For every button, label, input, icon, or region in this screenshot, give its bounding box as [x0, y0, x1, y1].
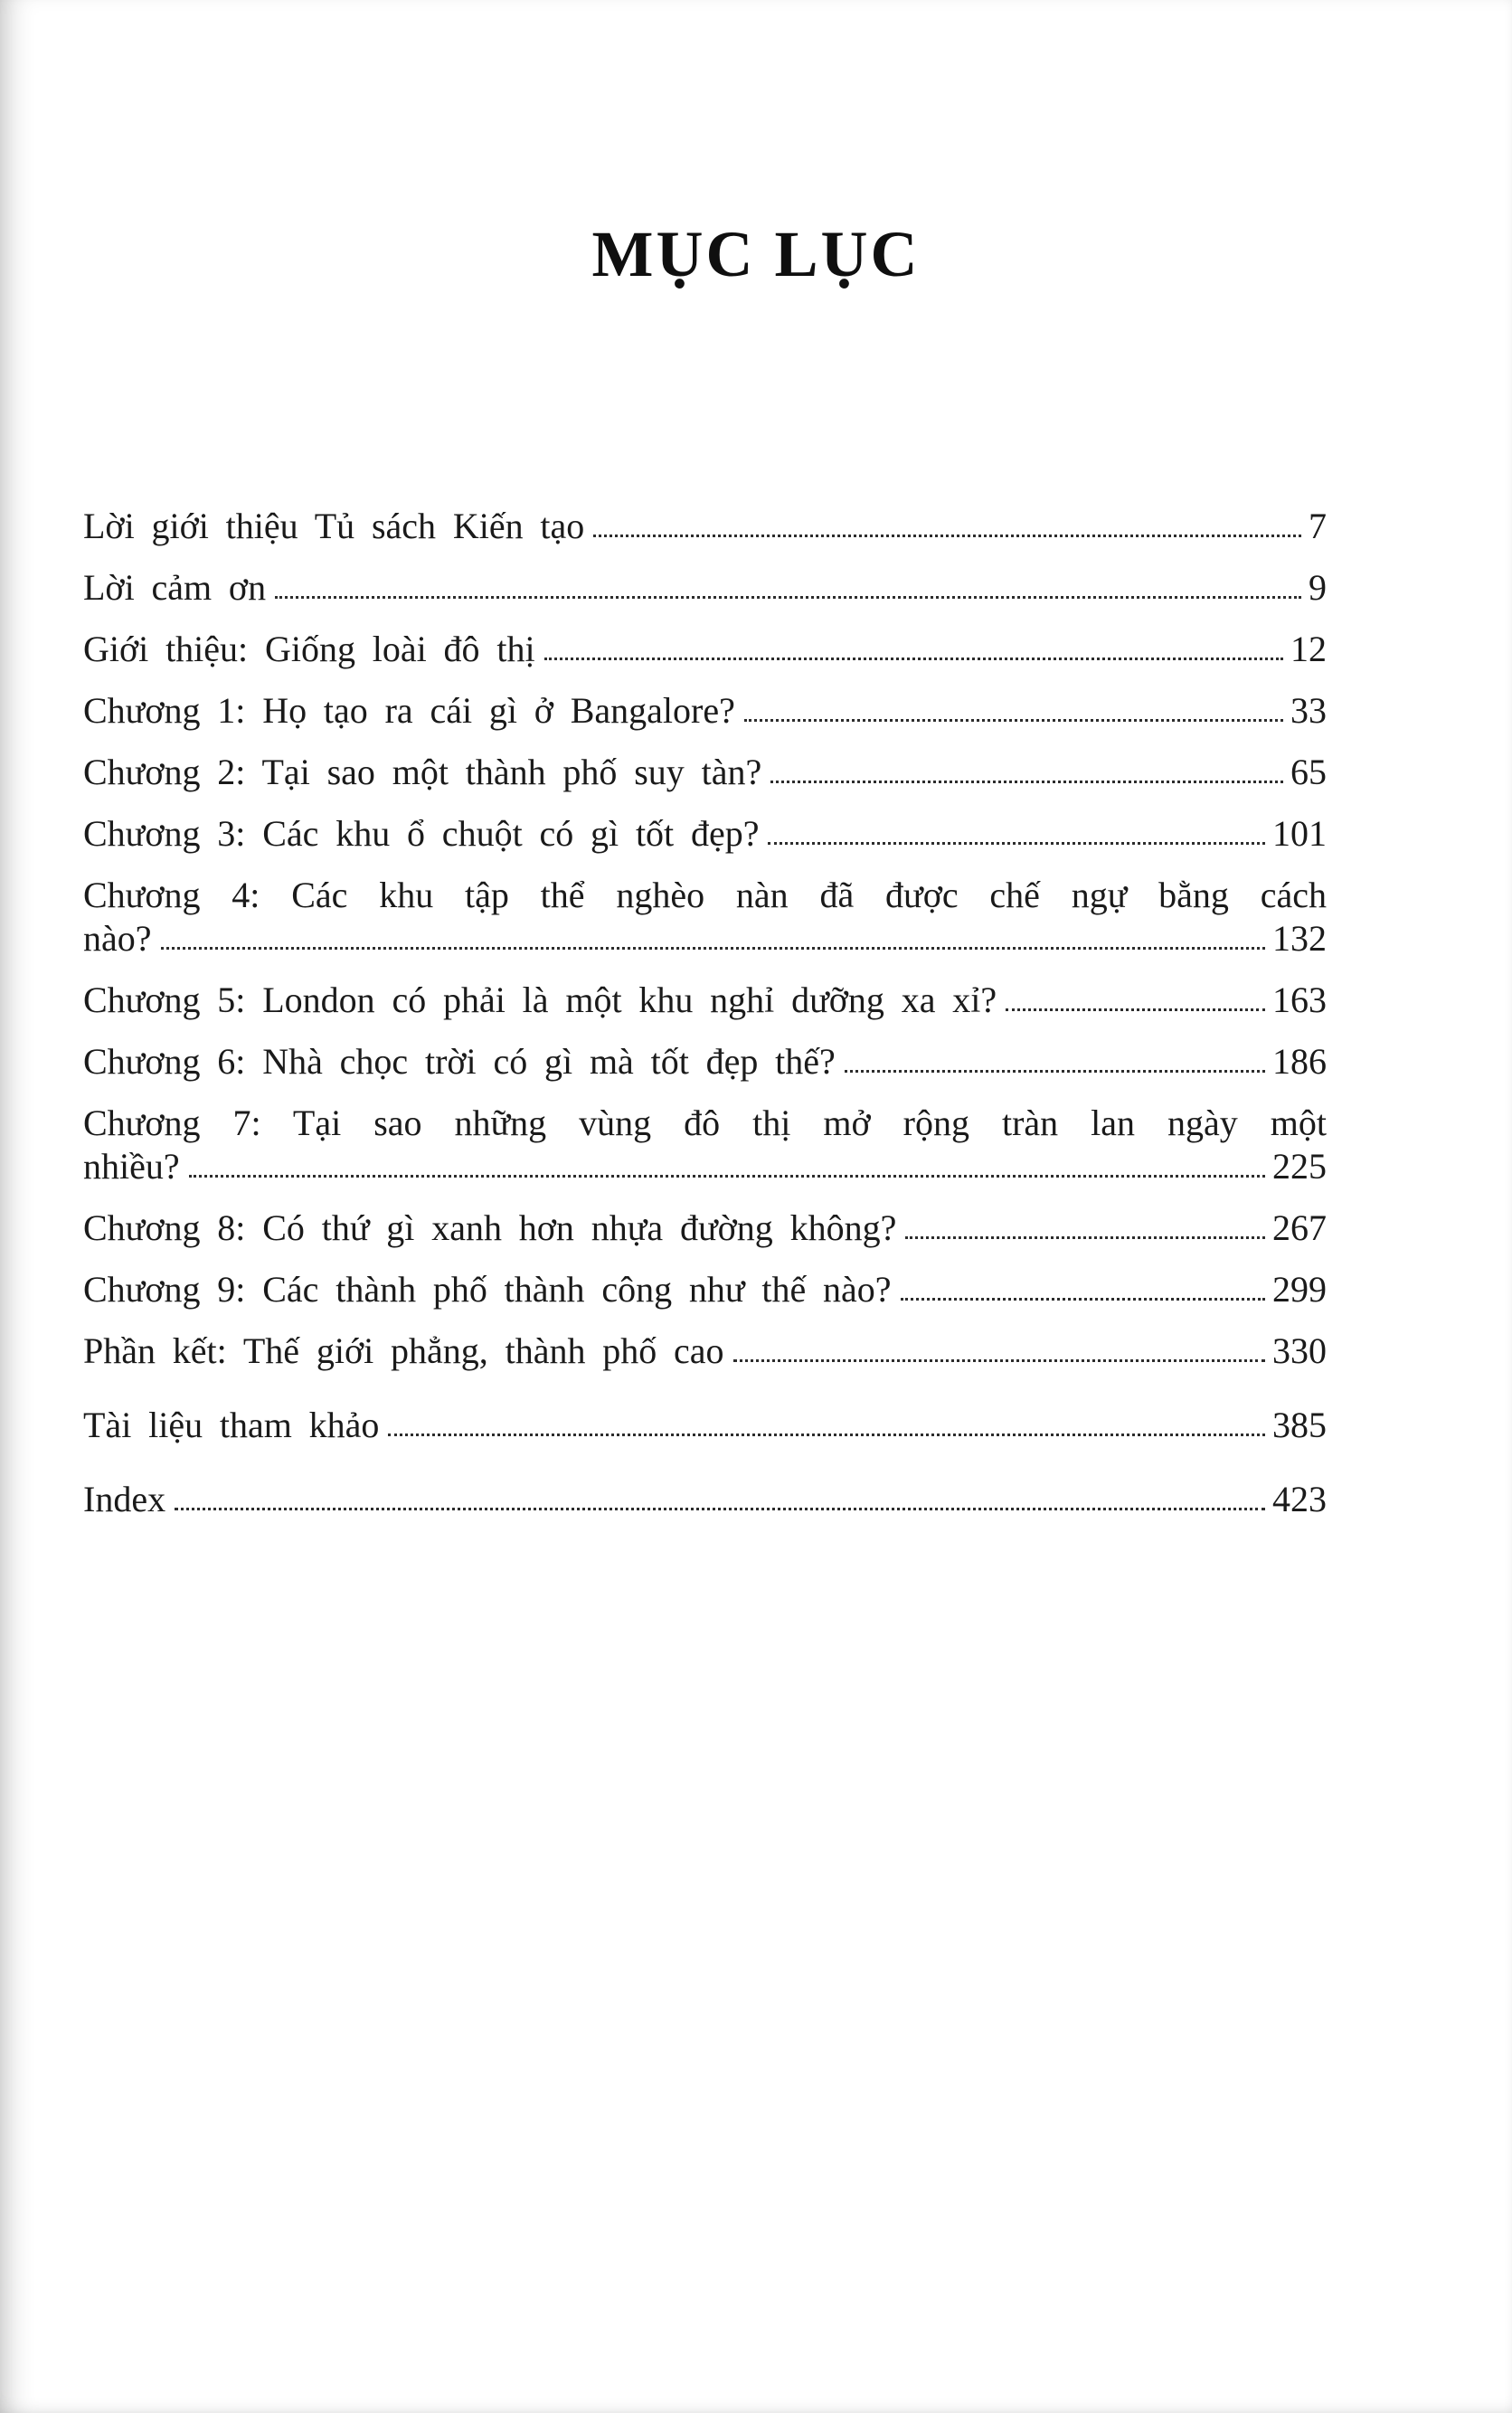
dot-leader: [768, 842, 1265, 845]
toc-entry: [83, 566, 1327, 610]
dot-leader: [770, 781, 1283, 783]
toc-entry: [83, 979, 1327, 1022]
toc-entry: [83, 1102, 1327, 1188]
dot-leader: [845, 1070, 1265, 1073]
toc-entry-label: Chương 2: Tại sao một thành phố suy tàn?: [83, 752, 762, 792]
toc-entry: [83, 1478, 1327, 1521]
toc-entry-page: 330: [1272, 1330, 1327, 1371]
toc-entry-label: Chương 6: Nhà chọc trời có gì mà tốt đẹp thế?: [83, 1041, 836, 1082]
dot-leader: [1006, 1008, 1265, 1011]
toc-entry: [83, 1268, 1327, 1311]
dot-leader: [744, 719, 1283, 722]
toc-entry: [83, 689, 1327, 733]
toc-entry: [83, 505, 1327, 548]
toc-entry-page: 299: [1272, 1269, 1327, 1310]
toc-entry-label: Chương 9: Các thành phố thành công như thế nào?: [83, 1269, 892, 1310]
toc-entry: [83, 751, 1327, 794]
toc-entry-page: 9: [1309, 567, 1327, 608]
toc-entry: [83, 874, 1327, 960]
toc-entry-label: Lời cảm ơn: [83, 567, 267, 608]
dot-leader: [733, 1359, 1265, 1362]
toc-entry-label: Chương 3: Các khu ổ chuột có gì tốt đẹp?: [83, 813, 760, 854]
dot-leader: [161, 947, 1265, 950]
dot-leader: [175, 1508, 1265, 1510]
toc-entry-page: 7: [1309, 506, 1327, 546]
toc-entry-page: 33: [1290, 690, 1327, 731]
dot-leader: [189, 1175, 1265, 1178]
page-title: MỤC LỤC: [591, 218, 921, 290]
dot-leader: [544, 658, 1283, 660]
toc-list: [83, 505, 1327, 1521]
toc-entry-page: 101: [1272, 813, 1327, 854]
toc-entry-label: Phần kết: Thế giới phẳng, thành phố cao: [83, 1330, 724, 1371]
toc-entry-page: 65: [1290, 752, 1327, 792]
toc-entry: [83, 628, 1327, 671]
toc-entry-label: Chương 1: Họ tạo ra cái gì ở Bangalore?: [83, 690, 735, 731]
toc-entry: [83, 812, 1327, 856]
toc-entry-page: 132: [1272, 918, 1327, 959]
toc-entry-text: Chương 4: Các khu tập thể nghèo nàn đã được chế ngự bằng cách: [83, 875, 1327, 915]
toc-entry: [83, 1330, 1327, 1373]
toc-entry-label: Chương 5: London có phải là một khu nghỉ dưỡng xa xỉ?: [83, 979, 997, 1020]
toc-entry-page: 267: [1272, 1207, 1327, 1248]
dot-leader: [901, 1298, 1265, 1301]
toc-entry-page: 12: [1290, 629, 1327, 669]
toc-entry-text: Chương 7: Tại sao những vùng đô thị mở rộng tràn lan ngày một: [83, 1102, 1327, 1143]
toc-entry-label: nào?: [83, 918, 152, 959]
toc-entry-label: Tài liệu tham khảo: [83, 1405, 380, 1445]
toc-entry-page: 385: [1272, 1405, 1327, 1445]
dot-leader: [593, 535, 1301, 537]
toc-entry-page: 423: [1272, 1479, 1327, 1519]
toc-entry-page: 186: [1272, 1041, 1327, 1082]
toc-entry: [83, 1206, 1327, 1250]
toc-entry-label: nhiều?: [83, 1146, 180, 1187]
toc-entry-page: 225: [1272, 1146, 1327, 1187]
dot-leader: [275, 596, 1301, 599]
toc-entry: [83, 1404, 1327, 1447]
dot-leader: [905, 1236, 1265, 1239]
dot-leader: [388, 1434, 1265, 1436]
toc-entry: [83, 1040, 1327, 1083]
toc-entry-label: Lời giới thiệu Tủ sách Kiến tạo: [83, 506, 585, 546]
toc-entry-label: Giới thiệu: Giống loài đô thị: [83, 629, 535, 669]
toc-entry-label: Chương 8: Có thứ gì xanh hơn nhựa đường không?: [83, 1207, 897, 1248]
toc-entry-page: 163: [1272, 979, 1327, 1020]
toc-entry-label: Index: [83, 1479, 166, 1519]
